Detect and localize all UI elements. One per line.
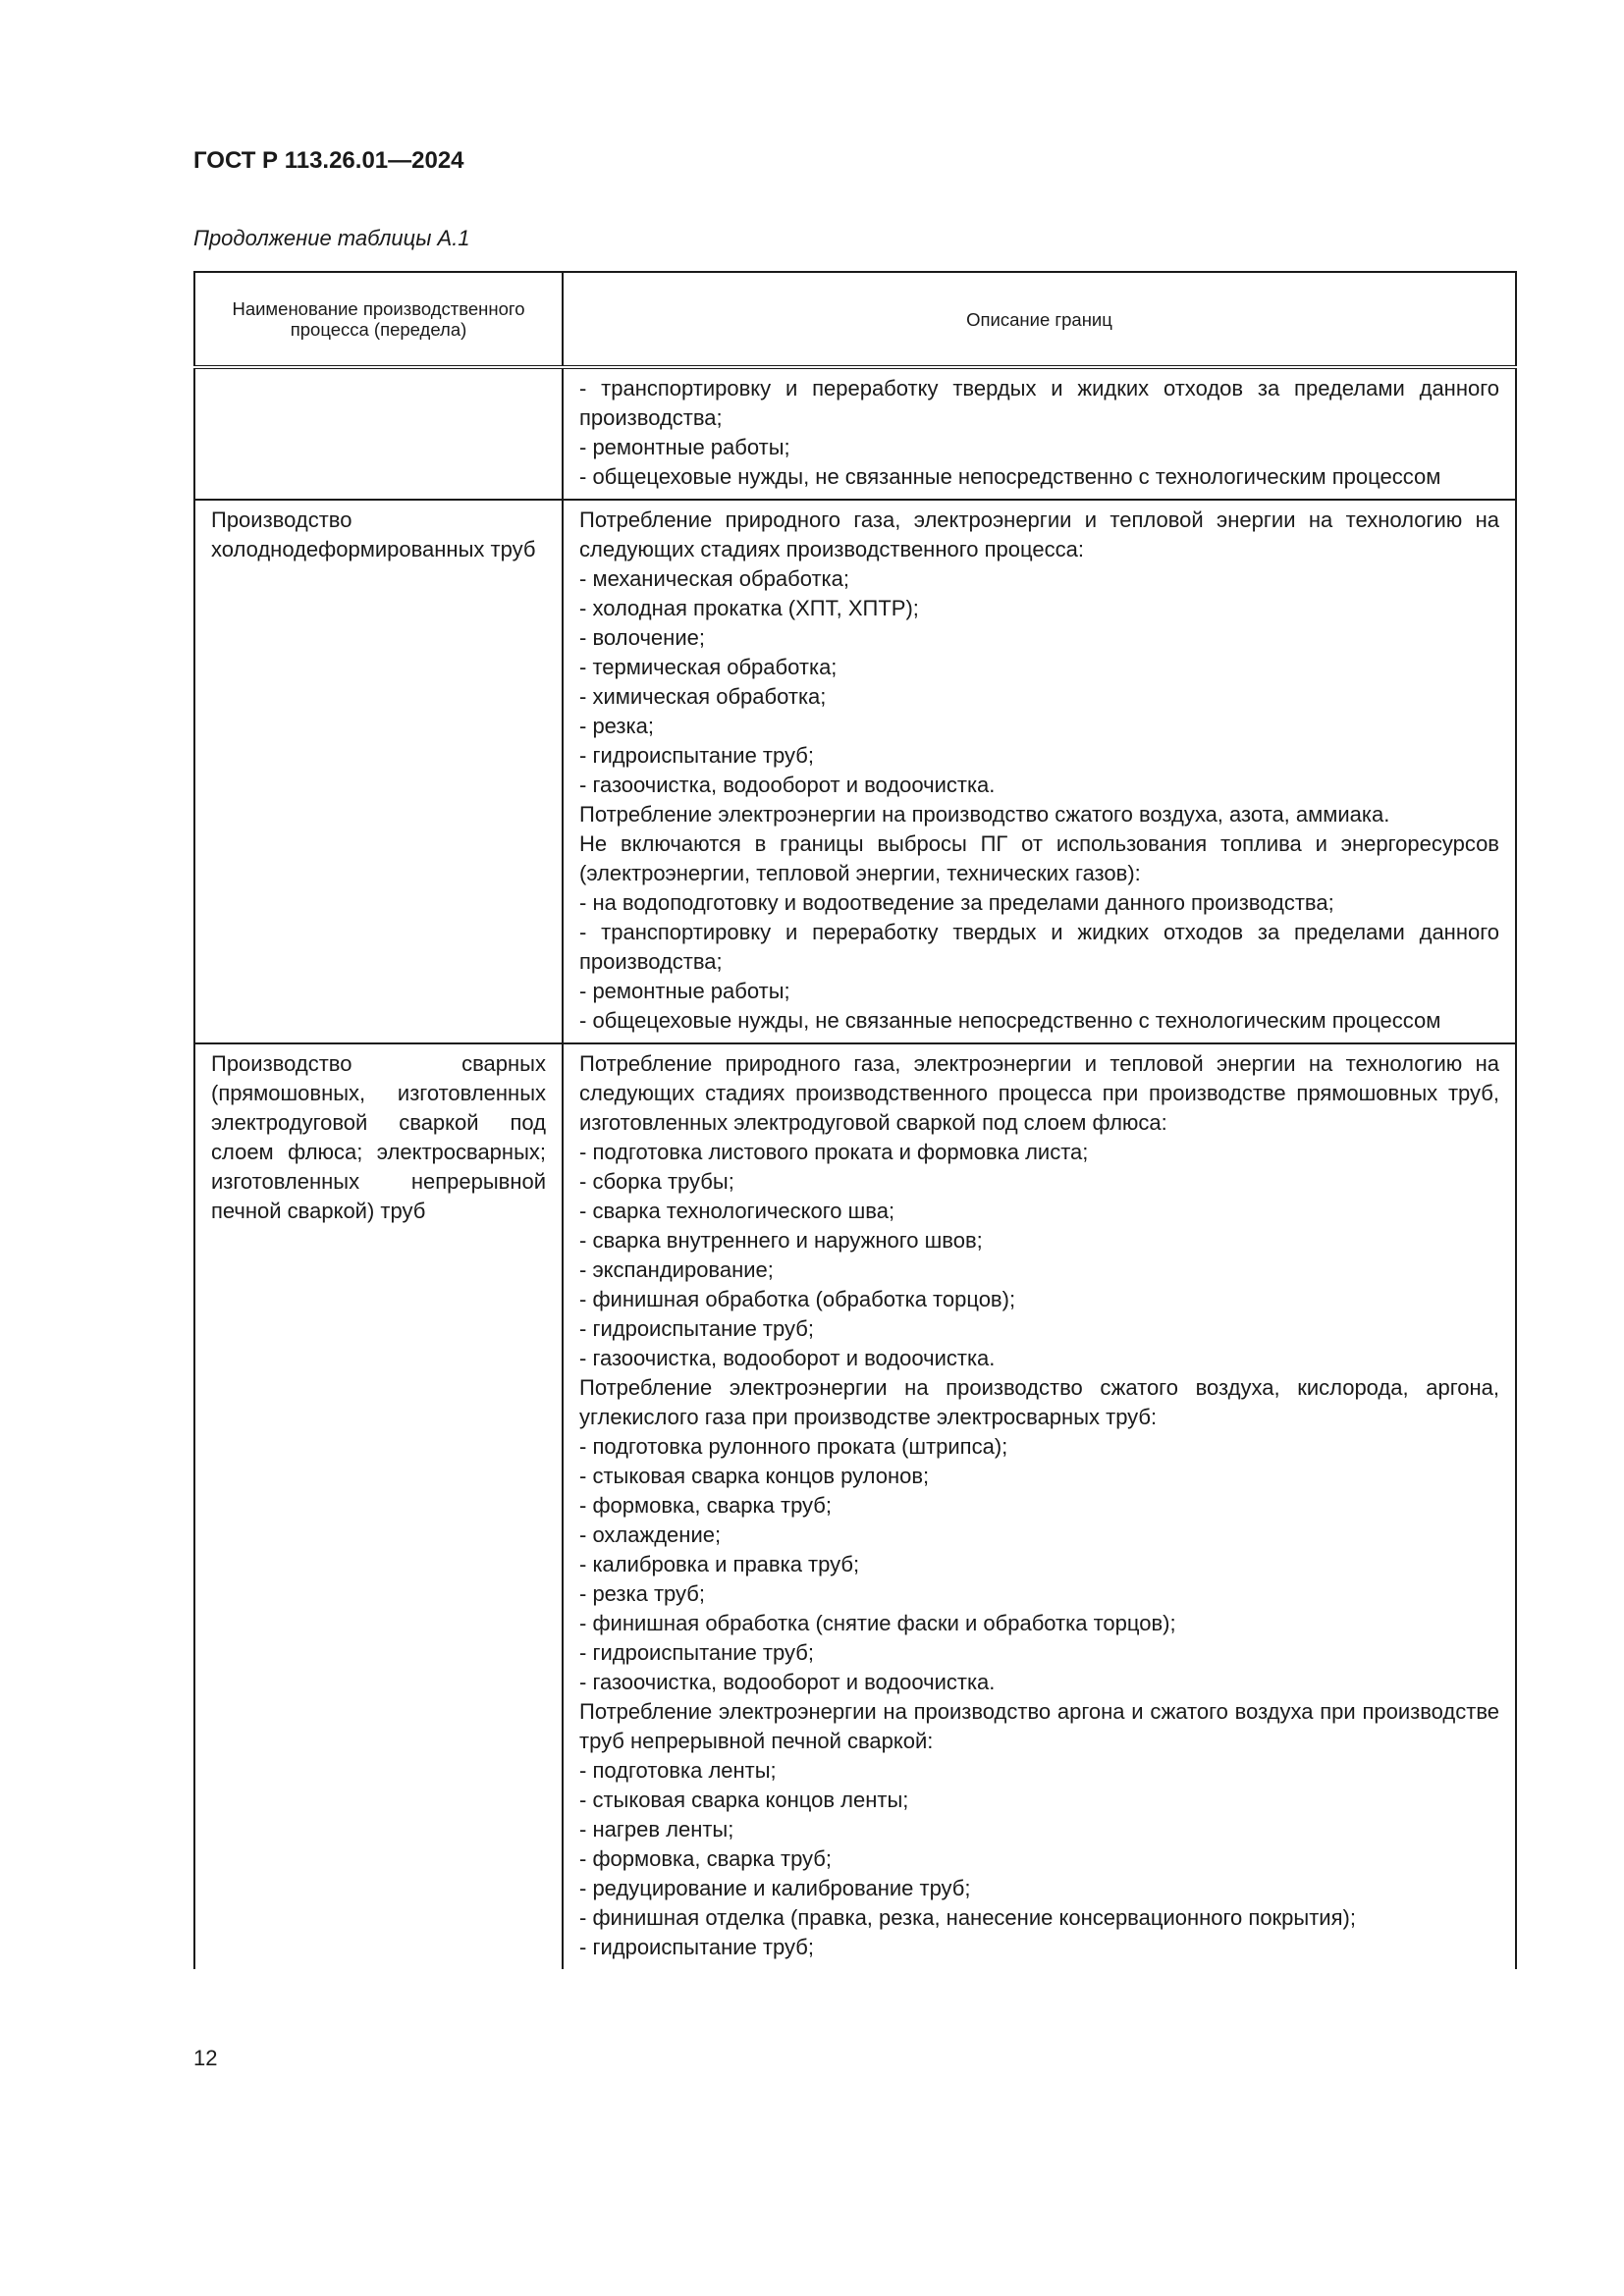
description-line: - сборка трубы; [579, 1169, 734, 1194]
description-line: - финишная отделка (правка, резка, нанесение консервационного покрытия); [579, 1905, 1356, 1930]
description-line: - сварка технологического шва; [579, 1199, 895, 1223]
boundaries-table [193, 271, 1517, 1969]
description-line: - финишная обработка (снятие фаски и обработка торцов); [579, 1611, 1176, 1635]
table-caption: Продолжение таблицы А.1 [193, 226, 470, 250]
description-line: - термическая обработка; [579, 655, 838, 679]
description-line: - калибровка и правка труб; [579, 1552, 860, 1576]
description-line: - общецеховые нужды, не связанные непосредственно с технологическим процессом [579, 1008, 1441, 1033]
description-line: - на водоподготовку и водоотведение за пределами данного производства; [579, 890, 1334, 915]
document-code: ГОСТ Р 113.26.01—2024 [193, 147, 464, 174]
description-line: Не включаются в границы выбросы ПГ от использования топлива и энергоресурсов (электроэнергии, тепловой энергии, технических газов): [579, 831, 1499, 885]
description-line: - стыковая сварка концов ленты; [579, 1788, 909, 1812]
description-line: - редуцирование и калибрование труб; [579, 1876, 971, 1900]
description-line: - экспандирование; [579, 1257, 774, 1282]
description-line: - нагрев ленты; [579, 1817, 734, 1842]
description-line: - транспортировку и переработку твердых и жидких отходов за пределами данного производства; [579, 920, 1499, 974]
description-line: - резка труб; [579, 1581, 705, 1606]
description-line: - формовка, сварка труб; [579, 1493, 833, 1518]
description-line: - общецеховые нужды, не связанные непосредственно с технологическим процессом [579, 464, 1441, 489]
description-line: - охлаждение; [579, 1522, 722, 1547]
description-line: - ремонтные работы; [579, 435, 790, 459]
description-line: - ремонтные работы; [579, 979, 790, 1003]
description-line: - формовка, сварка труб; [579, 1846, 833, 1871]
description-line: - сварка внутреннего и наружного швов; [579, 1228, 983, 1253]
description-line: Потребление природного газа, электроэнергии и тепловой энергии на технологию на следующих стадиях производственного процесса: [579, 507, 1499, 561]
description-line: - резка; [579, 714, 654, 738]
description-line: - подготовка рулонного проката (штрипса); [579, 1434, 1008, 1459]
process-name-cell: Производство холоднодеформированных труб [194, 500, 563, 1043]
page-number: 12 [193, 2046, 218, 2070]
description-line: - холодная прокатка (ХПТ, ХПТР); [579, 596, 919, 620]
description-line: - химическая обработка; [579, 684, 827, 709]
description-line: - газоочистка, водооборот и водоочистка. [579, 1670, 996, 1694]
table-row [194, 500, 1516, 1043]
description-line: Потребление природного газа, электроэнергии и тепловой энергии на технологию на следующих стадиях производственного процесса при производстве прямошовных труб, изготовленных электродуговой сваркой под слоем флюса: [579, 1051, 1499, 1135]
description-line: - транспортировку и переработку твердых и жидких отходов за пределами данного производства; [579, 376, 1499, 430]
table-body [194, 367, 1516, 1969]
process-column-header: Наименование производственного процесса (передела) [194, 272, 563, 367]
process-name-cell [194, 367, 563, 500]
description-line: - газоочистка, водооборот и водоочистка. [579, 773, 996, 797]
description-line: - гидроиспытание труб; [579, 1640, 814, 1665]
table-row [194, 367, 1516, 500]
process-name-cell: Производство сварных (прямошовных, изготовленных электродуговой сваркой под слоем флюса; электросварных; изготовленных непрерывной печной сваркой) труб [194, 1043, 563, 1969]
description-line: - стыковая сварка концов рулонов; [579, 1464, 930, 1488]
description-line: - подготовка ленты; [579, 1758, 777, 1783]
description-line: Потребление электроэнергии на производство сжатого воздуха, кислорода, аргона, углекислого газа при производстве электросварных труб: [579, 1375, 1499, 1429]
description-line: - финишная обработка (обработка торцов); [579, 1287, 1016, 1311]
description-line: - газоочистка, водооборот и водоочистка. [579, 1346, 996, 1370]
description-line: Потребление электроэнергии на производство аргона и сжатого воздуха при производстве труб непрерывной печной сваркой: [579, 1699, 1499, 1753]
description-line: - механическая обработка; [579, 566, 849, 591]
description-cell [563, 500, 1516, 1043]
table-header-row [194, 272, 1516, 367]
description-line: - гидроиспытание труб; [579, 1316, 814, 1341]
description-cell [563, 1043, 1516, 1969]
description-line: Потребление электроэнергии на производство сжатого воздуха, азота, аммиака. [579, 802, 1390, 827]
description-line: - гидроиспытание труб; [579, 743, 814, 768]
description-cell [563, 367, 1516, 500]
description-line: - подготовка листового проката и формовка листа; [579, 1140, 1089, 1164]
description-column-header: Описание границ [563, 272, 1516, 367]
table-row [194, 1043, 1516, 1969]
description-line: - волочение; [579, 625, 705, 650]
description-line: - гидроиспытание труб; [579, 1935, 814, 1959]
